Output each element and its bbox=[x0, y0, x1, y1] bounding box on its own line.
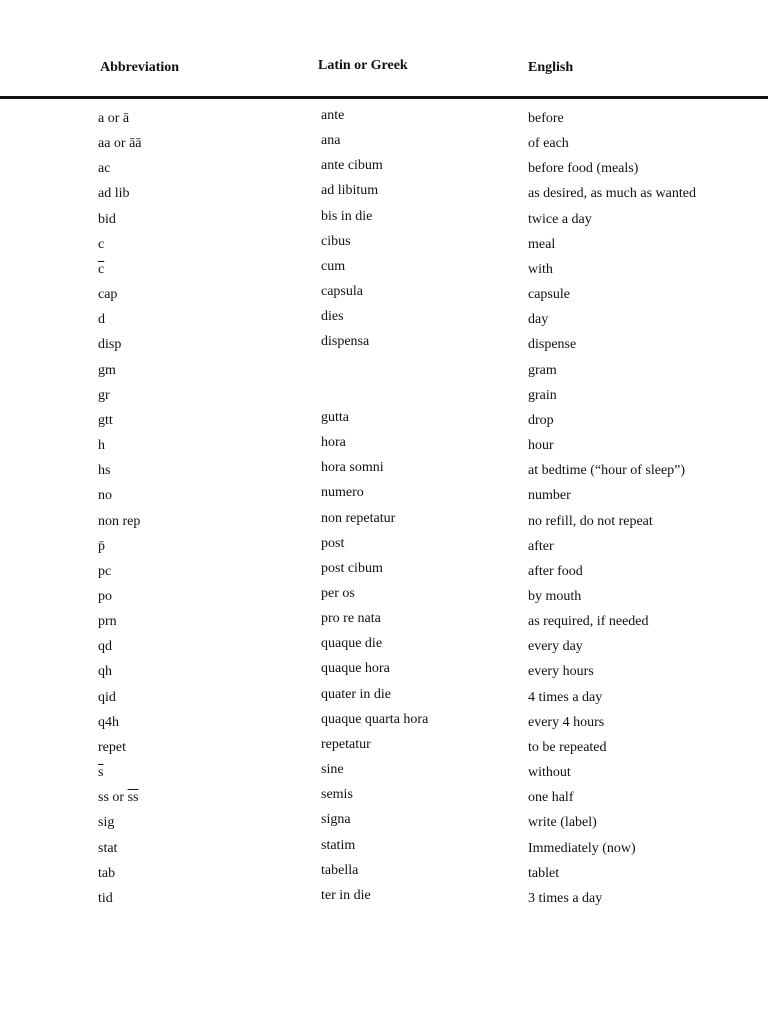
latin-cell: ante cibum bbox=[321, 158, 383, 174]
table-row bbox=[0, 235, 768, 260]
table-header bbox=[0, 60, 768, 84]
latin-cell: dies bbox=[321, 309, 344, 325]
english-cell: as desired, as much as wanted bbox=[528, 186, 696, 202]
abbreviation-cell: $\overline{s}$ bbox=[98, 765, 104, 781]
latin-cell: ante bbox=[321, 108, 345, 123]
english-cell: every hours bbox=[528, 664, 594, 680]
abbreviation-cell: pc bbox=[98, 563, 112, 579]
abbreviation-column-header: Abbreviation bbox=[100, 60, 180, 75]
table-row bbox=[0, 210, 768, 235]
abbreviation-cell: disp bbox=[98, 337, 122, 353]
abbreviation-cell: non rep bbox=[98, 513, 141, 529]
abbreviation-cell: stat bbox=[98, 840, 118, 856]
english-cell: tablet bbox=[528, 865, 560, 881]
abbreviation-table-body bbox=[0, 109, 768, 914]
abbreviation-cell: sig bbox=[98, 815, 115, 831]
latin-cell: gutta bbox=[321, 409, 349, 425]
abbreviation-cell: h bbox=[98, 438, 105, 454]
latin-cell: pro re nata bbox=[321, 611, 381, 627]
latin-cell: capsula bbox=[321, 284, 363, 300]
latin-cell: post bbox=[321, 535, 345, 551]
english-cell: gram bbox=[528, 362, 557, 378]
latin-cell: quaque die bbox=[321, 636, 383, 652]
english-cell: without bbox=[528, 765, 571, 781]
english-cell: drop bbox=[528, 412, 554, 428]
table-row bbox=[0, 411, 768, 436]
english-cell: meal bbox=[528, 236, 556, 252]
abbreviation-cell: prn bbox=[98, 614, 117, 630]
english-cell: Immediately (now) bbox=[528, 840, 636, 856]
table-row bbox=[0, 134, 768, 159]
english-cell: before food (meals) bbox=[528, 161, 639, 177]
latin-cell: signa bbox=[321, 812, 351, 828]
english-cell: at bedtime (“hour of sleep”) bbox=[528, 463, 686, 479]
abbreviation-cell: gm bbox=[98, 362, 116, 378]
english-cell: as required, if needed bbox=[528, 614, 649, 630]
table-row bbox=[0, 310, 768, 335]
table-row bbox=[0, 537, 768, 562]
table-row bbox=[0, 159, 768, 184]
latin-cell: bis in die bbox=[321, 208, 373, 224]
abbreviation-cell: no bbox=[98, 488, 112, 504]
latin-cell: cum bbox=[321, 258, 346, 274]
english-cell: to be repeated bbox=[528, 739, 607, 755]
abbreviation-cell: qid bbox=[98, 689, 116, 705]
abbreviation-cell: ad lib bbox=[98, 186, 130, 202]
table-row bbox=[0, 889, 768, 914]
english-cell: day bbox=[528, 312, 549, 328]
english-cell: every day bbox=[528, 639, 583, 655]
abbreviation-cell: ss or $\overline{ss}$ bbox=[98, 790, 139, 806]
table-row bbox=[0, 612, 768, 637]
latin-cell: ana bbox=[321, 133, 341, 149]
english-cell: by mouth bbox=[528, 588, 582, 604]
table-row bbox=[0, 839, 768, 864]
english-cell: grain bbox=[528, 387, 557, 403]
latin-cell: numero bbox=[321, 485, 364, 501]
english-cell: 4 times a day bbox=[528, 689, 603, 705]
latin-cell: dispensa bbox=[321, 334, 370, 350]
table-row bbox=[0, 738, 768, 763]
latin-cell: sine bbox=[321, 762, 344, 778]
abbreviation-cell: $\overline{c}$ bbox=[98, 261, 105, 277]
table-row bbox=[0, 335, 768, 360]
table-row bbox=[0, 260, 768, 285]
latin-cell: ter in die bbox=[321, 887, 371, 903]
english-cell: capsule bbox=[528, 287, 570, 303]
abbreviation-cell: repet bbox=[98, 739, 126, 755]
latin-column-header: Latin or Greek bbox=[318, 58, 408, 73]
abbreviation-cell: hs bbox=[98, 463, 111, 479]
table-row bbox=[0, 461, 768, 486]
english-cell: with bbox=[528, 261, 553, 277]
latin-cell: statim bbox=[321, 837, 356, 853]
table-row bbox=[0, 813, 768, 838]
english-cell: of each bbox=[528, 136, 569, 152]
english-cell: dispense bbox=[528, 337, 577, 353]
abbreviation-cell: tid bbox=[98, 890, 113, 906]
latin-cell: ad libitum bbox=[321, 183, 379, 199]
table-row bbox=[0, 864, 768, 889]
english-cell: 3 times a day bbox=[528, 890, 603, 906]
english-cell: before bbox=[528, 111, 564, 126]
abbreviation-cell: a or ā bbox=[98, 111, 130, 126]
table-row bbox=[0, 512, 768, 537]
abbreviation-cell: aa or āā bbox=[98, 136, 142, 152]
latin-cell: tabella bbox=[321, 862, 359, 878]
abbreviation-cell: d bbox=[98, 312, 105, 328]
abbreviation-cell: bid bbox=[98, 211, 116, 227]
table-row bbox=[0, 386, 768, 411]
abbreviation-cell: cap bbox=[98, 287, 118, 303]
latin-cell: per os bbox=[321, 585, 355, 601]
latin-cell: repetatur bbox=[321, 736, 371, 752]
table-row bbox=[0, 361, 768, 386]
english-cell: after bbox=[528, 538, 554, 554]
latin-cell: hora bbox=[321, 435, 346, 451]
latin-cell: semis bbox=[321, 787, 353, 803]
table-row bbox=[0, 285, 768, 310]
table-row bbox=[0, 184, 768, 209]
english-cell: write (label) bbox=[528, 815, 597, 831]
abbreviation-cell: p̄ bbox=[98, 538, 105, 554]
table-row bbox=[0, 788, 768, 813]
abbreviation-cell: gr bbox=[98, 387, 110, 403]
table-row bbox=[0, 587, 768, 612]
latin-cell: post cibum bbox=[321, 560, 383, 576]
english-column-header: English bbox=[528, 60, 574, 75]
abbreviation-cell: c bbox=[98, 236, 105, 252]
abbreviation-cell: qh bbox=[98, 664, 112, 680]
latin-cell: hora somni bbox=[321, 460, 384, 476]
latin-cell: quaque hora bbox=[321, 661, 390, 677]
table-row bbox=[0, 713, 768, 738]
english-cell: twice a day bbox=[528, 211, 592, 227]
table-row bbox=[0, 436, 768, 461]
english-cell: number bbox=[528, 488, 571, 504]
latin-cell: quaque quarta hora bbox=[321, 711, 429, 727]
header-divider bbox=[0, 96, 768, 99]
english-cell: hour bbox=[528, 438, 554, 454]
abbreviation-cell: tab bbox=[98, 865, 116, 881]
table-row bbox=[0, 562, 768, 587]
table-row bbox=[0, 109, 768, 134]
latin-cell: non repetatur bbox=[321, 510, 396, 526]
abbreviation-cell: q4h bbox=[98, 714, 119, 730]
english-cell: every 4 hours bbox=[528, 714, 605, 730]
english-cell: after food bbox=[528, 563, 583, 579]
abbreviation-cell: gtt bbox=[98, 412, 113, 428]
english-cell: no refill, do not repeat bbox=[528, 513, 653, 529]
abbreviation-cell: qd bbox=[98, 639, 112, 655]
table-row bbox=[0, 763, 768, 788]
abbreviation-cell: po bbox=[98, 588, 112, 604]
abbreviation-cell: ac bbox=[98, 161, 111, 177]
latin-cell: cibus bbox=[321, 233, 351, 249]
english-cell: one half bbox=[528, 790, 574, 806]
latin-cell: quater in die bbox=[321, 686, 391, 702]
